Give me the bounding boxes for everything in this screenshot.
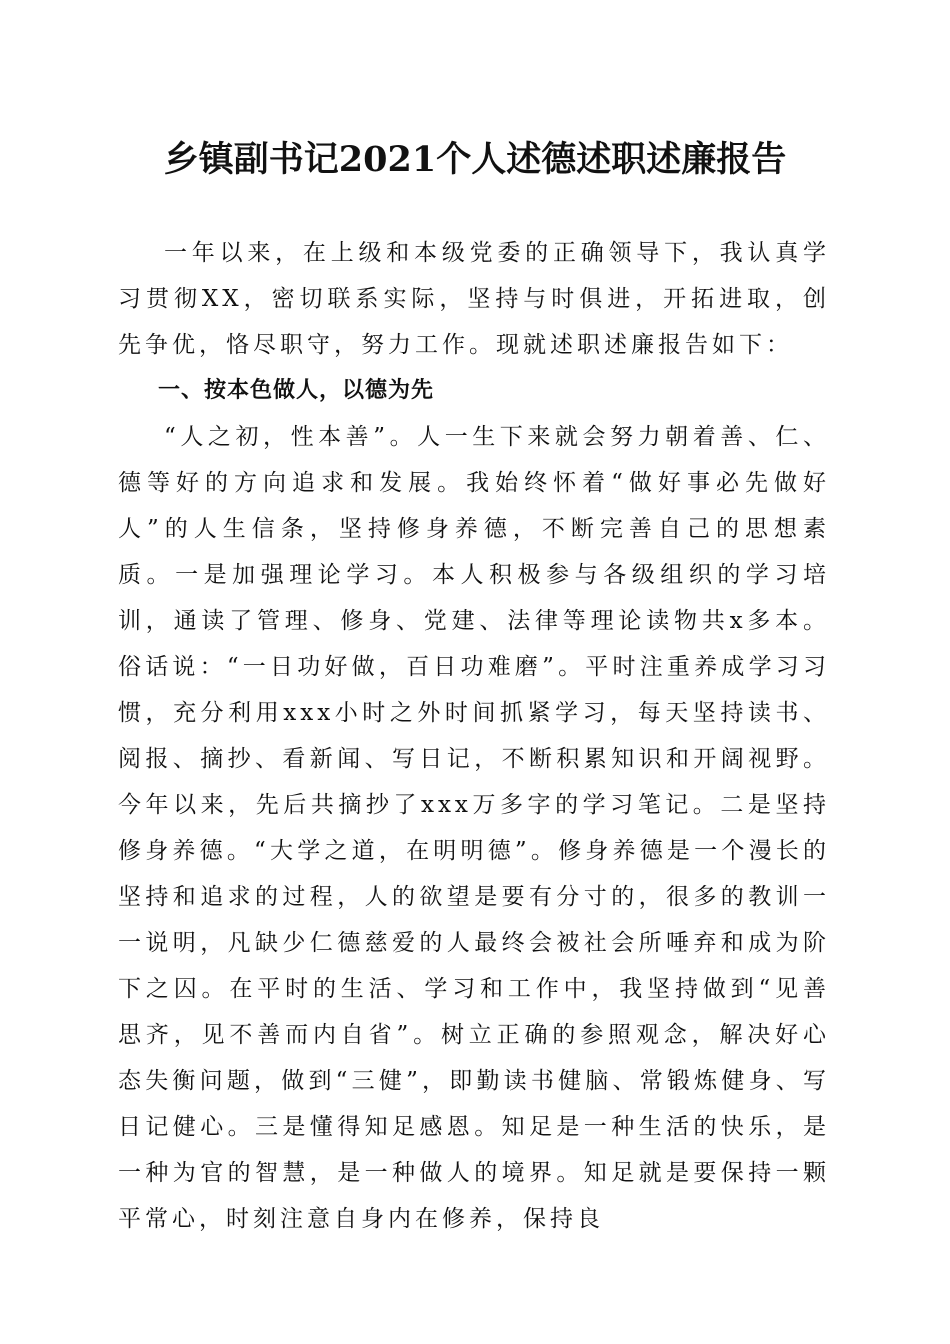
intro-paragraph: 一年以来，在上级和本级党委的正确领导下，我认真学习贯彻XX，密切联系实际，坚持与时俱进，开拓进取，创先争优，恪尽职守，努力工作。现就述职述廉报告如下：	[118, 240, 830, 358]
document-body	[118, 230, 830, 1242]
section-paragraph: “人之初，性本善”。人一生下来就会努力朝着善、仁、德等好的方向追求和发展。我始终怀着“做好事必先做好人”的人生信条，坚持修身养德，不断完善自己的思想素质。一是加强理论学习。本人积极参与各级组织的学习培训，通读了管理、修身、党建、法律等理论读物共x多本。俗话说：“一日功好做，百日功难磨”。平时注重养成学习习惯，充分利用xxx小时之外时间抓紧学习，每天坚持读书、阅报、摘抄、看新闻、写日记，不断积累知识和开阔视野。今年以来，先后共摘抄了xxx万多字的学习笔记。二是坚持修身养德。“大学之道，在明明德”。修身养德是一个漫长的坚持和追求的过程，人的欲望是要有分寸的，很多的教训一一说明，凡缺少仁德慈爱的人最终会被社会所唾弃和成为阶下之囚。在平时的生活、学习和工作中，我坚持做到“见善思齐，见不善而内自省”。树立正确的参照观念，解决好心态失衡问题，做到“三健”，即勤读书健脑、常锻炼健身、写日记健心。三是懂得知足感恩。知足是一种生活的快乐，是一种为官的智慧，是一种做人的境界。知足就是要保持一颗平常心，时刻注意自身内在修养，保持良	[118, 424, 830, 1232]
section-heading: 一、按本色做人，以德为先	[158, 378, 435, 403]
document-title: 乡镇副书记2021个人述德述职述廉报告	[163, 139, 787, 180]
